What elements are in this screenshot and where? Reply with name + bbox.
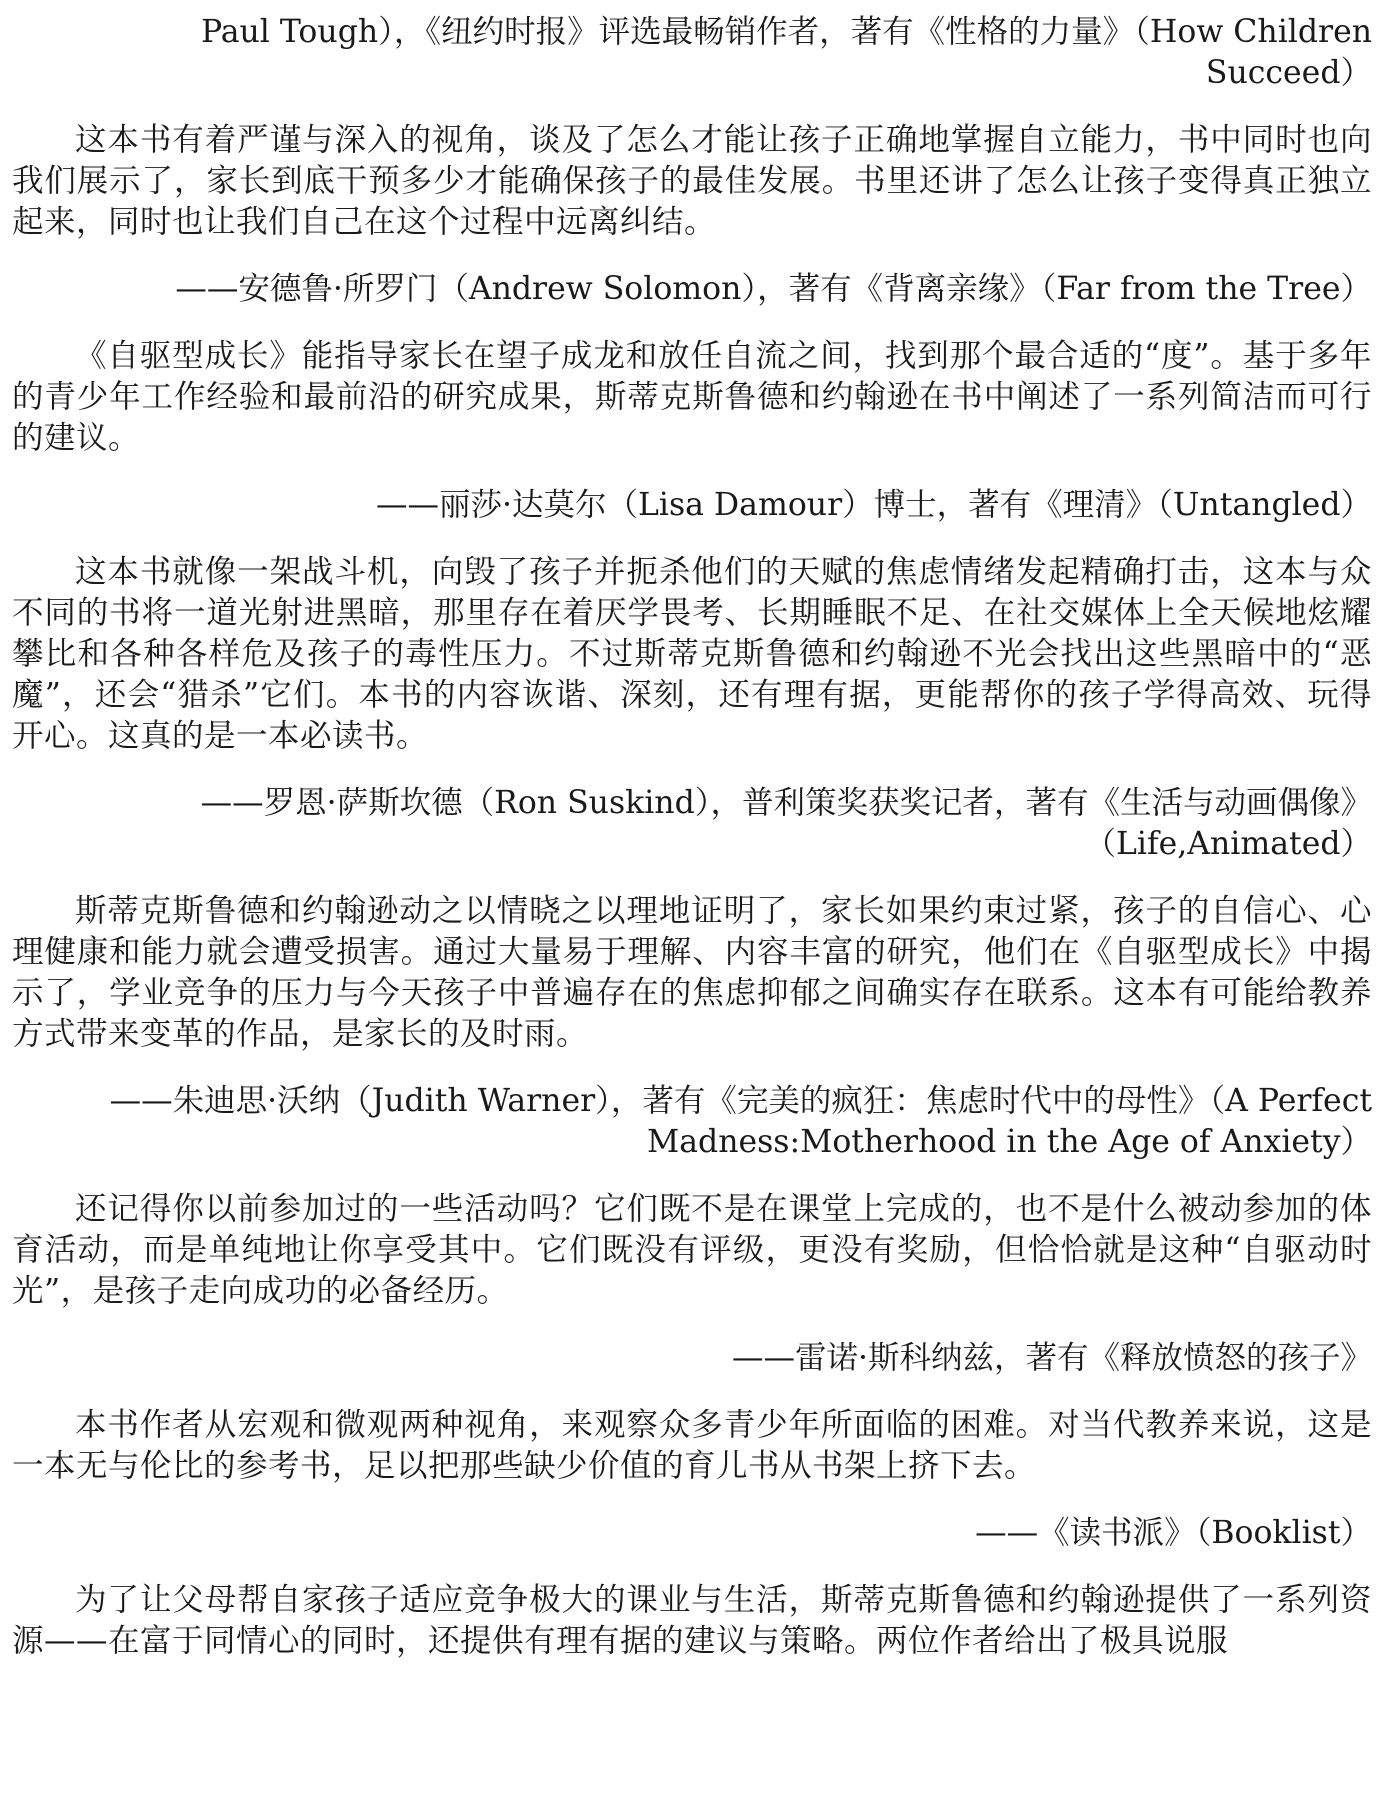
- endorsement-attribution: ——朱迪思·沃纳（Judith Warner），著有《完美的疯狂：焦虑时代中的母性》（A Perfect Madness:Motherhood in the Age of Anxiety）: [109, 1083, 1372, 1160]
- endorsement-attribution: ——雷诺·斯科纳兹，著有《释放愤怒的孩子》: [731, 1340, 1372, 1376]
- endorsement-paragraph: 为了让父母帮自家孩子适应竞争极大的课业与生活，斯蒂克斯鲁德和约翰逊提供了一系列资源——在富于同情心的同时，还提供有理有据的建议与策略。两位作者给出了极具说服: [12, 1582, 1372, 1659]
- endorsement-paragraph: 本书作者从宏观和微观两种视角，来观察众多青少年所面临的困难。对当代教养来说，这是一本无与伦比的参考书，足以把那些缺少价值的育儿书从书架上挤下去。: [12, 1407, 1372, 1484]
- endorsement-paragraph: 还记得你以前参加过的一些活动吗？它们既不是在课堂上完成的，也不是什么被动参加的体育活动，而是单纯地让你享受其中。它们既没有评级，更没有奖励，但恰恰就是这种“自驱动时光”，是孩子走向成功的必备经历。: [12, 1191, 1372, 1309]
- book-page: [12, 6, 1372, 1796]
- endorsement-attribution: ——《读书派》（Booklist）: [975, 1515, 1372, 1551]
- endorsement-attribution: Paul Tough），《纽约时报》评选最畅销作者，著有《性格的力量》（How Children Succeed）: [200, 14, 1372, 91]
- endorsement-attribution: ——安德鲁·所罗门（Andrew Solomon），著有《背离亲缘》（Far from the Tree）: [175, 271, 1372, 307]
- endorsement-paragraph: 斯蒂克斯鲁德和约翰逊动之以情晓之以理地证明了，家长如果约束过紧，孩子的自信心、心理健康和能力就会遭受损害。通过大量易于理解、内容丰富的研究，他们在《自驱型成长》中揭示了，学业竞争的压力与今天孩子中普遍存在的焦虑抑郁之间确实存在联系。这本有可能给教养方式带来变革的作品，是家长的及时雨。: [12, 893, 1372, 1052]
- endorsement-attribution: ——罗恩·萨斯坎德（Ron Suskind），普利策奖获奖记者，著有《生活与动画偶像》（Life,Animated）: [200, 785, 1372, 862]
- endorsement-paragraph: 这本书有着严谨与深入的视角，谈及了怎么才能让孩子正确地掌握自立能力，书中同时也向我们展示了，家长到底干预多少才能确保孩子的最佳发展。书里还讲了怎么让孩子变得真正独立起来，同时也让我们自己在这个过程中远离纠结。: [12, 122, 1372, 240]
- endorsement-paragraph: 这本书就像一架战斗机，向毁了孩子并扼杀他们的天赋的焦虑情绪发起精确打击，这本与众不同的书将一道光射进黑暗，那里存在着厌学畏考、长期睡眠不足、在社交媒体上全天候地炫耀攀比和各种各样危及孩子的毒性压力。不过斯蒂克斯鲁德和约翰逊不光会找出这些黑暗中的“恶魔”，还会“猎杀”它们。本书的内容诙谐、深刻，还有理有据，更能帮你的孩子学得高效、玩得开心。这真的是一本必读书。: [12, 554, 1372, 754]
- endorsement-attribution: ——丽莎·达莫尔（Lisa Damour）博士，著有《理清》（Untangled）: [375, 487, 1372, 523]
- endorsement-paragraph: 《自驱型成长》能指导家长在望子成龙和放任自流之间，找到那个最合适的“度”。基于多年的青少年工作经验和最前沿的研究成果，斯蒂克斯鲁德和约翰逊在书中阐述了一系列简洁而可行的建议。: [12, 338, 1372, 456]
